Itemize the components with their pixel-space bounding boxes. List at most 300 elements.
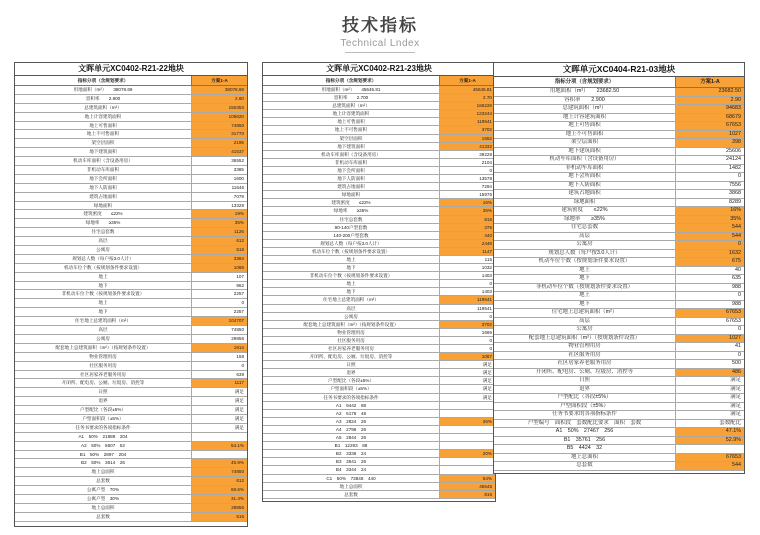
row-label: 配套地上总建筑面积（m²）（按规划条件设置）: [15, 344, 192, 352]
row-value: 0: [489, 346, 492, 351]
table-row: [494, 386, 744, 395]
header-value: 方案1-A: [192, 76, 247, 85]
row-label: 地下: [263, 288, 440, 295]
table-row: [494, 309, 744, 318]
table-row: [15, 477, 247, 486]
table-row: [263, 434, 495, 442]
row-value: 74850: [192, 468, 247, 476]
row-value: 满足: [730, 394, 741, 400]
row-value: 440: [440, 232, 495, 239]
row-label: 地上计容建筑面积: [263, 110, 440, 117]
row-value: 1600: [233, 175, 244, 181]
row-value: 7079: [233, 193, 244, 199]
row-label: B2 50% 3614 26: [15, 459, 192, 467]
row-value: 7556: [729, 181, 741, 188]
row-label: 地下建筑面积: [263, 143, 440, 150]
table-row: [494, 437, 744, 446]
row-value: 816: [440, 216, 495, 223]
table-row: [494, 369, 744, 378]
row-label: 架空层面积: [15, 139, 192, 147]
table-row: [263, 288, 495, 296]
row-value: 1032: [481, 265, 492, 271]
row-value: 11646: [231, 184, 244, 190]
row-value: 119541: [440, 118, 495, 125]
row-label: 地下建筑面积: [15, 148, 192, 156]
row-label: 地上不可售面积: [15, 130, 192, 138]
row-label: 社区服务用房: [263, 337, 440, 344]
row-label: A1 50% 21888 204: [15, 433, 192, 441]
row-label: 地上总面积: [494, 454, 676, 462]
table-row: [263, 118, 495, 126]
row-value: 38078.69: [192, 86, 247, 94]
table-row: [15, 317, 247, 326]
row-value: 3868: [729, 190, 741, 196]
table-row: [263, 458, 495, 466]
row-label: 社区服务用房: [15, 362, 192, 370]
row-label: 地上总面积: [15, 468, 192, 476]
table-row: [15, 255, 247, 264]
row-value: 1147: [440, 248, 495, 255]
table-row: [263, 191, 495, 199]
table-row: [263, 94, 495, 102]
table-row: [263, 240, 495, 248]
row-value: [192, 433, 247, 441]
row-value: 1652: [440, 135, 495, 142]
row-label: 地下: [15, 308, 192, 316]
table-row: [15, 148, 247, 157]
row-label: 物业管理用房: [263, 329, 440, 336]
row-label: 机动车位个数（按规划条件要求设置）: [494, 258, 676, 266]
row-value: 2448: [440, 240, 495, 247]
row-label: 住宅总套数: [494, 224, 676, 232]
row-label: 住宅总套数: [263, 216, 440, 223]
row-label: 总建筑面积（m²）: [263, 102, 440, 109]
table-row: [494, 148, 744, 157]
table-row: [263, 442, 495, 450]
row-value: 119541: [440, 296, 495, 303]
table-row: [263, 305, 495, 313]
row-label: A1 9442 88: [263, 402, 440, 409]
row-value: 35%: [192, 219, 247, 227]
table-row: [494, 318, 744, 327]
table-row: [263, 313, 495, 321]
table-row: [494, 343, 744, 352]
table-row: [15, 406, 247, 415]
table-row: [263, 369, 495, 377]
row-label: 地下: [494, 301, 676, 309]
row-label: 机动车位个数（按规划条件要求设置）: [15, 264, 192, 272]
row-label: 机动车库面积（含设备用房）: [494, 156, 676, 164]
row-label: 建筑占地面积: [263, 183, 440, 190]
table-row: [15, 219, 247, 228]
table-row: [15, 353, 247, 362]
row-value: 675: [676, 258, 744, 266]
table-row: [494, 224, 744, 233]
table-row: [494, 411, 744, 420]
row-value: 41332: [440, 143, 495, 150]
row-value: 16%: [676, 207, 744, 215]
table-row: [263, 329, 495, 337]
table-row: [263, 183, 495, 191]
row-label: 非机动车位个数（按规划条件要求设置）: [494, 284, 676, 292]
table-row: [263, 483, 495, 491]
row-label: 公寓户型 70%: [15, 486, 192, 494]
row-label: 总套数: [494, 462, 676, 470]
table-row: [15, 362, 247, 371]
row-label: 配套地上总建筑面积（m²）（按规划条件设置）: [494, 335, 676, 343]
row-label: 地下: [494, 275, 676, 283]
row-label: 140-200户型套数: [263, 232, 440, 239]
row-value: 107: [236, 273, 244, 279]
row-value: 2104: [481, 159, 492, 165]
table-row: [263, 418, 495, 426]
row-label: 绿地率 ≥35%: [15, 219, 192, 227]
table-row: [263, 491, 495, 499]
table-row: [494, 326, 744, 335]
table-row: [263, 296, 495, 304]
table-row: [263, 159, 495, 167]
row-value: [440, 458, 495, 465]
table-row: [263, 151, 495, 159]
row-label: 住宅地上总建筑面积（m²）: [15, 317, 192, 325]
row-label: B1 35761 256: [494, 437, 676, 445]
table-row: [15, 202, 247, 211]
row-value: 3384: [192, 255, 247, 263]
row-value: 67653: [676, 309, 744, 317]
row-value: 满足: [730, 411, 741, 417]
row-label: 总套数: [15, 477, 192, 485]
table-row: [15, 193, 247, 202]
table-row: [15, 299, 247, 308]
row-label: 绿地面积: [494, 199, 676, 207]
row-label: 户型配比（各段±5%）: [494, 394, 676, 402]
row-label: 建筑密度 ≤22%: [263, 199, 440, 206]
table-row: [263, 353, 495, 361]
row-label: 高层: [494, 318, 676, 326]
table-row: [494, 335, 744, 344]
row-label: 户型配比（各段±5%）: [263, 377, 440, 384]
row-value: 612: [192, 477, 247, 485]
row-label: 公寓房: [263, 313, 440, 320]
table-row: [263, 377, 495, 385]
row-value: 满足: [482, 370, 492, 376]
table-row: [494, 377, 744, 386]
table-row: [494, 275, 744, 284]
row-value: 486: [676, 369, 744, 377]
panel-plot-23: [262, 62, 496, 502]
row-value: 1403: [481, 273, 492, 279]
row-label: 用地面积（m²） 45645.81: [263, 86, 440, 93]
row-value: [440, 466, 495, 473]
row-value: 1069: [192, 264, 247, 272]
row-value: [440, 426, 495, 433]
row-label: 地下会所面积: [494, 173, 676, 181]
row-label: 总建筑面积（m²）: [494, 105, 676, 113]
row-label: 地上: [263, 280, 440, 287]
row-label: 架空层面积: [263, 135, 440, 142]
row-value: 104707: [192, 317, 247, 325]
row-value: 115: [484, 256, 492, 262]
row-value: 150353: [192, 104, 247, 112]
table-row: [494, 182, 744, 191]
row-value: 满足: [234, 407, 244, 413]
table-row: [15, 433, 247, 442]
row-value: [440, 402, 495, 409]
table-row: [15, 397, 247, 406]
row-label: 总建筑面积（m²）: [15, 104, 192, 112]
header-label: 指标分项（含规划要求）: [263, 76, 440, 85]
row-label: 户型配比（各段±5%）: [15, 406, 192, 414]
row-value: 0: [738, 351, 741, 358]
row-label: 日照: [15, 388, 192, 396]
table-row: [15, 371, 247, 380]
row-label: 地上总面积: [263, 483, 440, 490]
table-row: [15, 290, 247, 299]
row-value: 119541: [477, 305, 492, 311]
row-label: 地下人防面积: [494, 182, 676, 190]
table-row: [263, 135, 495, 143]
row-label: 机动车库面积（含设备用房）: [15, 157, 192, 165]
row-label: 户型面积段（±5%）: [263, 385, 440, 392]
row-label: 非机动车库面积: [15, 166, 192, 174]
table-row: [263, 394, 495, 402]
row-value: 639: [236, 371, 244, 377]
row-value: 1403: [481, 289, 492, 295]
table-row: [494, 292, 744, 301]
table-row: [263, 248, 495, 256]
table-row: [263, 450, 495, 458]
panel-header-row: [494, 77, 744, 88]
panel-title: 文晖单元XC0402-R21-22地块: [15, 63, 247, 76]
table-row: [494, 190, 744, 199]
row-label: 退界: [15, 397, 192, 405]
table-row: [15, 388, 247, 397]
header-value: 方案1-A: [676, 77, 744, 87]
row-label: 地上: [263, 256, 440, 263]
table-row: [494, 301, 744, 310]
row-value: 满足: [482, 362, 492, 368]
row-value: 106620: [192, 113, 247, 121]
table-row: [494, 105, 744, 114]
row-value: 45645.81: [440, 86, 495, 93]
row-value: 45.9%: [192, 459, 247, 467]
row-label: 社区居家养老服务用房: [494, 360, 676, 368]
table-row: [15, 122, 247, 131]
row-label: 非机动车位个数（按规划条件要求设置）: [263, 272, 440, 279]
row-value: 35%: [440, 207, 495, 214]
title-divider: [345, 52, 415, 53]
table-row: [263, 224, 495, 232]
row-label: 地上计容建筑面积: [15, 113, 192, 121]
row-label: 日照: [263, 361, 440, 368]
table-row: [15, 113, 247, 122]
row-label: B1 50% 2897 204: [15, 451, 192, 459]
row-value: 20%: [440, 450, 495, 457]
row-value: 16%: [440, 199, 495, 206]
row-value: 7294: [481, 184, 492, 190]
row-value: 满足: [234, 415, 244, 421]
row-label: B2 3336 24: [263, 450, 440, 457]
row-value: 47.1%: [676, 428, 744, 436]
table-row: [263, 126, 495, 134]
page-title: 技术指标: [342, 16, 418, 35]
row-label: 地上: [15, 273, 192, 281]
table-row: [15, 175, 247, 184]
table-row: [15, 228, 247, 237]
table-row: [263, 345, 495, 353]
row-label: 公寓房: [494, 326, 676, 334]
table-row: [263, 280, 495, 288]
row-value: 54.1%: [192, 442, 247, 450]
table-row: [15, 210, 247, 219]
panel-header-row: [263, 76, 495, 86]
row-label: 非机动车位个数（按规划条件要求设置）: [15, 290, 192, 298]
row-label: 规划总人数（每户按3.0人计）: [263, 240, 440, 247]
table-row: [263, 167, 495, 175]
table-row: [494, 97, 744, 106]
row-value: [676, 445, 744, 453]
row-value: 3702: [440, 126, 495, 133]
table-row: [15, 451, 247, 460]
panel-title: 文晖单元XC0402-R21-23地块: [263, 63, 495, 76]
row-label: 地上: [15, 299, 192, 307]
row-label: 任务书要求的各项指标条件: [263, 394, 440, 401]
row-value: 166228: [440, 102, 495, 109]
row-value: 24124: [726, 156, 741, 162]
table-row: [494, 114, 744, 123]
panel-header-row: [15, 76, 247, 86]
table-row: [15, 415, 247, 424]
row-label: 物业管理用房: [15, 353, 192, 361]
table-row: [494, 454, 744, 463]
table-row: [494, 88, 744, 97]
row-value: 1027: [676, 335, 744, 343]
table-row: [15, 264, 247, 273]
header-label: 指标分项（含规划要求）: [494, 77, 676, 87]
row-label: 地上总面积: [15, 504, 192, 512]
row-label: 绿地面积: [263, 191, 440, 198]
row-label: B4 3344 24: [263, 466, 440, 473]
row-value: 516: [192, 246, 247, 254]
table-row: [263, 264, 495, 272]
row-label: 户型面积段（±5%）: [494, 403, 676, 411]
table-row: [263, 466, 495, 474]
row-label: 地上: [494, 267, 676, 275]
row-value: 31.4%: [192, 495, 247, 503]
row-value: 816: [440, 491, 495, 498]
table-row: [494, 462, 744, 471]
table-row: [15, 157, 247, 166]
table-row: [263, 207, 495, 215]
table-row: [15, 166, 247, 175]
row-value: 0: [738, 173, 741, 179]
row-value: 158: [236, 353, 244, 359]
row-value: 0: [489, 281, 492, 287]
table-row: [15, 335, 247, 344]
row-label: 开闭所、配电房、公厕、垃圾房、消控等: [263, 353, 440, 360]
row-value: 94683: [676, 105, 744, 113]
row-value: [440, 434, 495, 441]
table-row: [15, 379, 247, 388]
row-label: C1 50% 73846 440: [263, 475, 440, 482]
table-row: [263, 361, 495, 369]
row-value: [440, 410, 495, 417]
row-label: 高层: [263, 305, 440, 312]
row-label: 机动车位个数（按规划条件要求设置）: [263, 248, 440, 255]
row-value: 2257: [233, 291, 244, 297]
row-label: 地上可售面积: [494, 122, 676, 130]
table-row: [263, 143, 495, 151]
table-row: [494, 216, 744, 225]
header-label: 指标分项（含规划要求）: [15, 76, 192, 85]
row-label: 高层: [494, 233, 676, 241]
row-label: 地上可售面积: [15, 122, 192, 130]
row-value: 68.6%: [192, 486, 247, 494]
table-row: [494, 139, 744, 148]
row-label: 地下建筑面积: [494, 148, 676, 156]
row-value: 544: [676, 462, 744, 470]
table-row: [263, 175, 495, 183]
row-label: 住宅总套数: [15, 228, 192, 236]
row-label: 户型面积段（±5%）: [15, 415, 192, 423]
row-value: 1117: [192, 379, 247, 387]
table-row: [263, 385, 495, 393]
table-row: [15, 130, 247, 139]
panel-plot-22: [14, 62, 248, 527]
table-row: [494, 131, 744, 140]
row-value: 19%: [192, 210, 247, 218]
row-label: 任务书要求的各项指标条件: [15, 424, 192, 432]
row-value: 13328: [231, 202, 244, 208]
row-value: 0: [738, 292, 741, 298]
table-row: [15, 344, 247, 353]
table-row: [15, 246, 247, 255]
row-value: 0: [241, 300, 244, 306]
row-value: 2.90: [676, 97, 744, 105]
row-value: 8289: [729, 198, 741, 205]
row-label: 规划总人数（每户按3.0人计）: [494, 250, 676, 258]
page-subtitle: Technical Lndex: [340, 38, 420, 49]
row-label: 建筑占地面积: [15, 193, 192, 201]
row-value: [192, 451, 247, 459]
row-value: 41: [735, 343, 741, 349]
table-row: [263, 321, 495, 329]
row-label: 非机动车库面积: [263, 159, 440, 166]
row-value: 52.9%: [676, 437, 744, 445]
row-label: 地下人防面积: [263, 175, 440, 182]
row-value: 36552: [231, 158, 244, 164]
row-label: 公寓户型 30%: [15, 495, 192, 503]
table-row: [263, 110, 495, 118]
table-row: [494, 207, 744, 216]
row-label: 地下: [263, 264, 440, 271]
table-row: [15, 495, 247, 504]
table-row: [15, 486, 247, 495]
table-row: [15, 184, 247, 193]
row-label: 地上计容建筑面积: [494, 114, 676, 122]
table-row: [15, 504, 247, 513]
row-label: 绿地率 ≥35%: [263, 207, 440, 214]
row-value: 398: [676, 139, 744, 147]
row-label: 90-140户型套数: [263, 224, 440, 231]
row-label: 公寓房: [15, 246, 192, 254]
row-value: 1632: [676, 250, 744, 258]
row-value: 962: [236, 282, 244, 288]
table-row: [494, 258, 744, 267]
row-value: 2195: [192, 139, 247, 147]
row-value: 满足: [234, 389, 244, 395]
row-label: 地下人防面积: [15, 184, 192, 192]
